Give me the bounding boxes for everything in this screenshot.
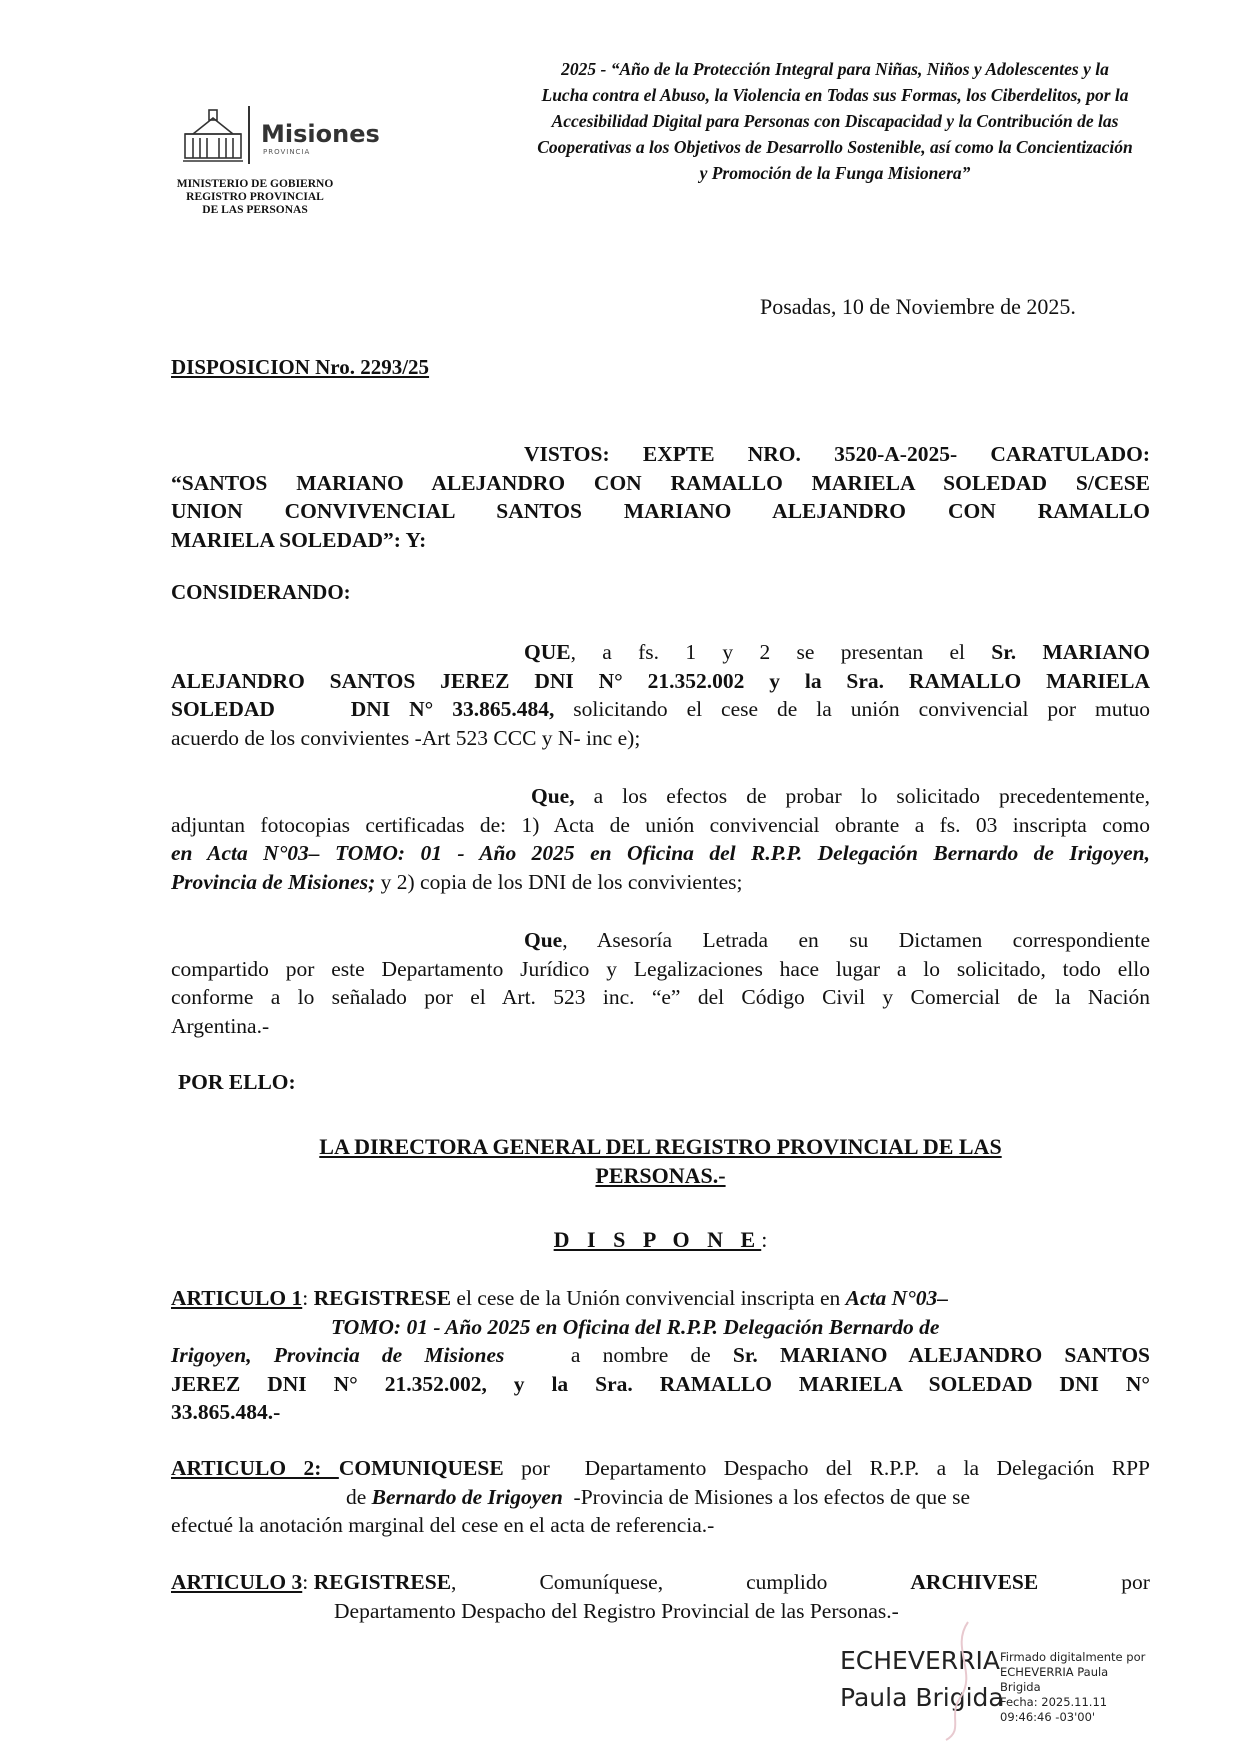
- directora-heading: [171, 1133, 1150, 1190]
- signature-scribble-icon: [938, 1618, 988, 1743]
- art1-registrese: REGISTRESE: [313, 1286, 452, 1310]
- que1-dni: SOLEDAD DNI N° 33.865.484,: [171, 697, 555, 721]
- art1-line-3: [171, 1341, 1150, 1370]
- art2-text: de: [346, 1484, 372, 1509]
- art1-text: el cese de la Unión convivencial inscripta en: [451, 1286, 846, 1310]
- que1-text: , a fs. 1 y 2 se presentan el: [570, 640, 992, 664]
- art2-text: por Departamento Despacho del R.P.P. a la Delegación RPP: [503, 1456, 1151, 1480]
- art1-line-5: 33.865.484.-: [171, 1400, 281, 1424]
- art2-label: ARTICULO 2:: [171, 1456, 339, 1480]
- que-label: Que,: [531, 784, 575, 808]
- vistos-line: UNION CONVIVENCIAL SANTOS MARIANO ALEJANDRO CON RAMALLO: [171, 499, 1150, 523]
- articulo-2: [171, 1454, 1150, 1540]
- ministry-line: REGISTRO PROVINCIAL: [186, 191, 324, 203]
- art3-archivese: ARCHIVESE: [910, 1570, 1039, 1594]
- art3-word: cumplido: [746, 1570, 828, 1594]
- que3-line-4: Argentina.-: [171, 1013, 270, 1038]
- ministry-block: [160, 178, 350, 217]
- art1-line-4: JEREZ DNI N° 21.352.002, y la Sra. RAMALLO MARIELA SOLEDAD DNI N°: [171, 1371, 1150, 1396]
- que1-line-3: [171, 695, 1150, 724]
- art3-label: ARTICULO 3: [171, 1570, 303, 1594]
- motto-line: Accesibilidad Digital para Personas con Discapacidad y la Contribución de las: [551, 111, 1119, 131]
- que2-line-4: [171, 868, 1150, 897]
- art3-colon: :: [302, 1570, 314, 1594]
- art1-name: Sr. MARIANO ALEJANDRO SANTOS: [732, 1343, 1150, 1367]
- art2-comuniquese: COMUNIQUESE: [338, 1456, 504, 1480]
- que1-line-2: ALEJANDRO SANTOS JEREZ DNI N° 21.352.002 y la Sra. RAMALLO MARIELA: [171, 668, 1150, 693]
- art3-line-1: [171, 1568, 1150, 1597]
- que-paragraph-1: [171, 638, 1150, 752]
- sig-info-line: Fecha: 2025.11.11: [1000, 1695, 1108, 1709]
- que-paragraph-2: [171, 782, 1150, 896]
- que2-text: a los efectos de probar lo solicitado precedentemente,: [574, 784, 1150, 808]
- document-date: Posadas, 10 de Noviembre de 2025.: [760, 294, 1076, 319]
- disposicion-number: DISPOSICION Nro. 2293/25: [171, 355, 430, 379]
- art2-line-3: efectué la anotación marginal del cese en el acta de referencia.-: [171, 1513, 715, 1537]
- que-label: Que: [524, 928, 563, 952]
- sig-info-line: ECHEVERRIA Paula: [1000, 1665, 1109, 1679]
- art1-label: ARTICULO 1: [171, 1286, 303, 1310]
- art1-line-2: TOMO: 01 - Año 2025 en Oficina del R.P.P. Delegación Bernardo de: [331, 1314, 940, 1339]
- articulo-3: [171, 1568, 1150, 1625]
- directora-line: PERSONAS.-: [595, 1162, 726, 1188]
- vistos-line: MARIELA SOLEDAD”: Y:: [171, 527, 427, 552]
- dispone-heading: [171, 1227, 1150, 1253]
- dispone-colon: :: [761, 1227, 768, 1252]
- art1-line-1: [171, 1284, 1150, 1313]
- art2-line-1: [171, 1454, 1150, 1483]
- que3-text: , Asesoría Letrada en su Dictamen correspondiente: [562, 928, 1150, 952]
- misiones-logo: [183, 104, 383, 166]
- ministry-line: MINISTERIO DE GOBIERNO: [176, 178, 334, 190]
- sig-info-line: 09:46:46 -03'00': [1000, 1710, 1096, 1724]
- sig-info-line: Brigida: [1000, 1680, 1041, 1694]
- art3-word: Comuníquese,: [539, 1570, 664, 1594]
- art3-comma: ,: [451, 1570, 457, 1594]
- art3-word: por: [1121, 1570, 1150, 1594]
- digital-signature-info: [1000, 1650, 1200, 1725]
- art2-line-2: [171, 1483, 1150, 1512]
- que-label: QUE: [524, 640, 571, 664]
- por-ello-heading: POR ELLO:: [178, 1070, 296, 1094]
- brand-sub: PROVINCIA: [263, 148, 311, 156]
- directora-line: LA DIRECTORA GENERAL DEL REGISTRO PROVINCIAL DE LAS: [319, 1134, 1002, 1159]
- motto-line: 2025 - “Año de la Protección Integral para Niñas, Niños y Adolescentes y la: [561, 59, 1109, 79]
- articulo-1: [171, 1284, 1150, 1427]
- vistos-line: “SANTOS MARIANO ALEJANDRO CON RAMALLO MARIELA SOLEDAD S/CESE: [171, 470, 1150, 495]
- art3-lead: [171, 1568, 456, 1597]
- art2-text: -Provincia de Misiones a los efectos de que se: [562, 1484, 970, 1509]
- motto-line: Lucha contra el Abuso, la Violencia en Todas sus Formas, los Ciberdelitos, por la: [541, 85, 1129, 105]
- que2-line-3: en Acta N°03– TOMO: 01 - Año 2025 en Oficina del R.P.P. Delegación Bernardo de Irigoyen,: [171, 841, 1150, 865]
- motto-line: y Promoción de la Funga Misionera”: [699, 163, 971, 183]
- que1-line-1: [171, 638, 1150, 667]
- dispone-word: D I S P O N E: [553, 1227, 762, 1252]
- signer-line: ECHEVERRIA: [840, 1646, 1000, 1675]
- que1-name: Sr. MARIANO: [991, 640, 1150, 664]
- art1-colon: :: [302, 1286, 314, 1310]
- que2-text: y 2) copia de los DNI de los convivientes;: [375, 869, 743, 894]
- que3-line-2: compartido por este Departamento Jurídico y Legalizaciones hace lugar a lo solicitado, todo ello: [171, 956, 1150, 981]
- sig-info-line: Firmado digitalmente por: [1000, 1650, 1146, 1664]
- ministry-line: DE LAS PERSONAS: [202, 204, 308, 216]
- que2-province: Provincia de Misiones;: [171, 869, 376, 894]
- que2-line-2: adjuntan fotocopias certificadas de: 1) Acta de unión convivencial obrante a fs. 03 inscripta como: [171, 812, 1150, 837]
- que3-line-3: conforme a lo señalado por el Art. 523 inc. “e” del Código Civil y Comercial de la Nación: [171, 985, 1150, 1009]
- que1-line-4: acuerdo de los convivientes -Art 523 CCC y N- inc e);: [171, 725, 641, 750]
- que-paragraph-3: [171, 926, 1150, 1040]
- brand-name: Misiones: [261, 120, 380, 148]
- que1-text: solicitando el cese de la unión convivencial por mutuo: [554, 697, 1150, 721]
- considerando-heading: CONSIDERANDO:: [171, 580, 351, 604]
- art2-delegation: Bernardo de Irigoyen: [371, 1484, 563, 1509]
- art3-registrese: REGISTRESE: [313, 1570, 452, 1594]
- art3-line-2: Departamento Despacho del Registro Provincial de las Personas.-: [334, 1598, 899, 1623]
- vistos-paragraph: [171, 440, 1150, 554]
- art1-province: Irigoyen, Provincia de Misiones: [171, 1343, 505, 1367]
- que3-line-1: [171, 926, 1150, 955]
- art1-acta: Acta N°03–: [845, 1286, 949, 1310]
- art1-text: a nombre de: [504, 1343, 733, 1367]
- motto-line: Cooperativas a los Objetivos de Desarrollo Sostenible, así como la Concientización: [537, 137, 1133, 157]
- year-motto: [470, 56, 1200, 186]
- vistos-line: VISTOS: EXPTE NRO. 3520-A-2025- CARATULADO:: [524, 442, 1150, 466]
- signer-line: Paula Brigida: [840, 1683, 1004, 1712]
- que2-line-1: [171, 782, 1150, 811]
